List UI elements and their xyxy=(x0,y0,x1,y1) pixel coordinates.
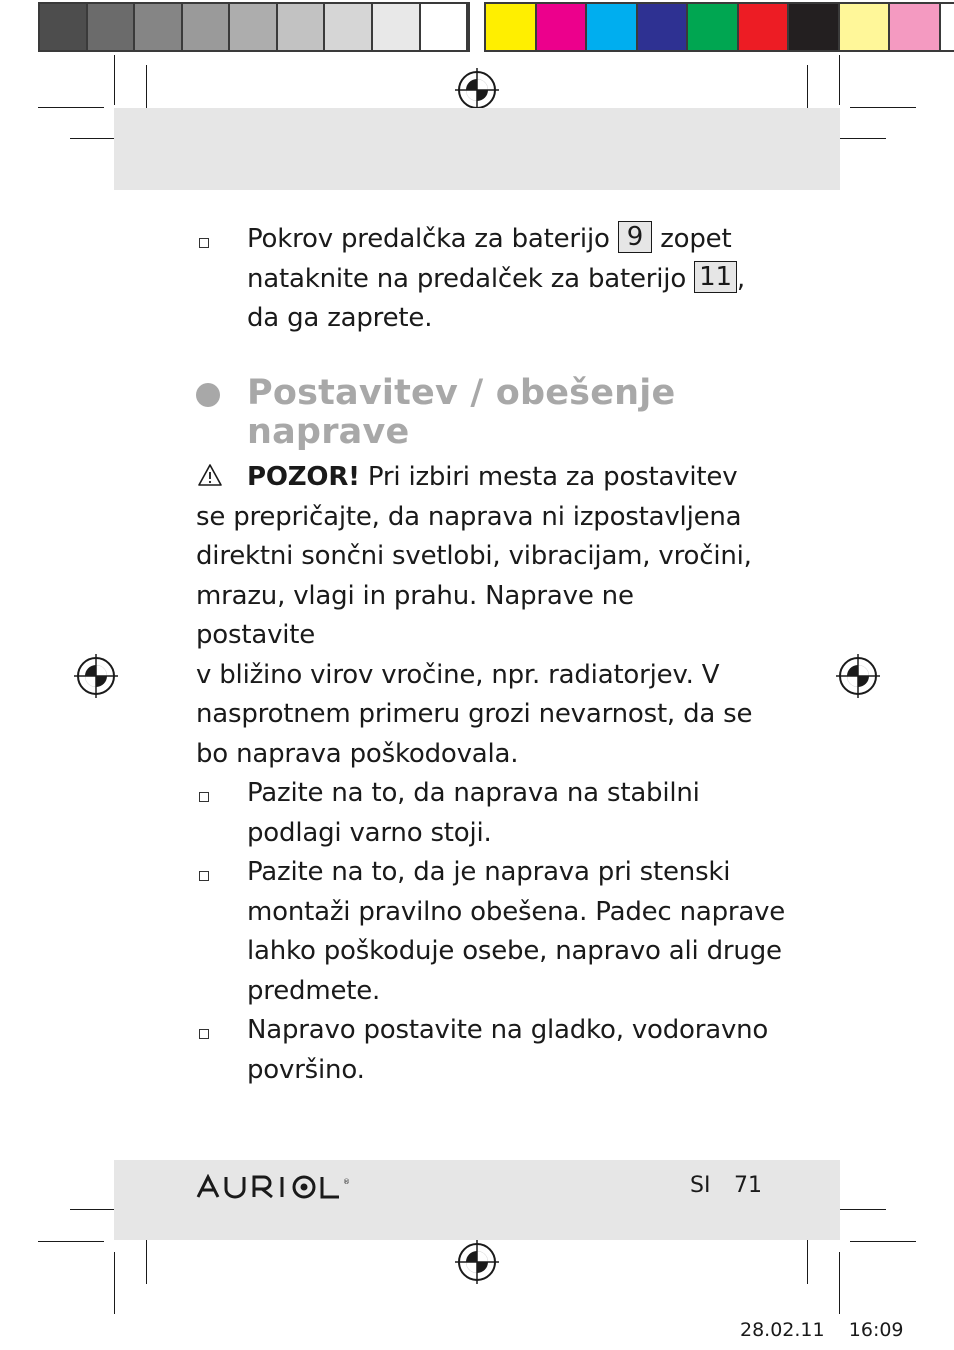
color-swatch xyxy=(840,4,891,50)
color-swatch xyxy=(486,4,537,50)
step-text: lahko poškoduje osebe, napravo ali druge xyxy=(247,936,782,966)
section-title-line: Postavitev / obešenje xyxy=(247,373,676,413)
crop-mark xyxy=(839,55,840,105)
step-flat-surface xyxy=(247,1011,787,1090)
step-text: predmete. xyxy=(247,975,381,1006)
color-control-bar xyxy=(484,2,954,52)
color-swatch xyxy=(537,4,588,50)
reference-number-badge: 11 xyxy=(694,261,737,293)
registration-mark-icon xyxy=(836,654,880,698)
step-text: Pazite na to, da naprava na stabilni xyxy=(247,778,700,808)
step-text: Pokrov predalčka za baterijo xyxy=(247,224,610,254)
warning-text: mrazu, vlagi in prahu. Naprave ne postavite xyxy=(196,580,634,650)
warning-text: Pri izbiri mesta za postavitev xyxy=(359,462,738,492)
color-swatch xyxy=(325,4,373,50)
registration-mark-icon xyxy=(455,1240,499,1284)
step-text: montaži pravilno obešena. Padec naprave xyxy=(247,896,786,927)
grayscale-control-bar xyxy=(38,2,470,52)
crop-mark xyxy=(839,1252,840,1314)
color-swatch xyxy=(230,4,278,50)
registration-mark-icon xyxy=(455,68,499,112)
color-swatch xyxy=(789,4,840,50)
step-stable-surface xyxy=(247,774,787,853)
step-text: zopet xyxy=(660,224,732,254)
color-swatch xyxy=(373,4,421,50)
color-swatch xyxy=(278,4,326,50)
step-text: površino. xyxy=(247,1054,365,1085)
color-swatch xyxy=(40,4,88,50)
color-swatch xyxy=(135,4,183,50)
warning-text: se prepričajte, da naprava ni izpostavljena xyxy=(196,501,742,532)
reference-number-badge: 9 xyxy=(618,221,652,253)
warning-label: POZOR! xyxy=(247,462,360,492)
color-swatch xyxy=(890,4,941,50)
page-number: 71 xyxy=(734,1173,762,1198)
auriol-logo xyxy=(196,1174,356,1200)
crop-mark xyxy=(850,1241,916,1242)
text-line xyxy=(196,458,756,498)
crop-mark xyxy=(114,55,115,105)
step-close-battery-cover xyxy=(247,220,787,339)
warning-text: v bližino virov vročine, npr. radiatorjev. V xyxy=(196,659,720,690)
color-swatch xyxy=(638,4,689,50)
step-text: da ga zaprete. xyxy=(247,303,433,333)
warning-text: bo naprava poškodovala. xyxy=(196,738,519,769)
registration-mark-icon xyxy=(74,654,118,698)
section-title-line: naprave xyxy=(247,412,410,452)
warning-text: direktni sončni svetlobi, vibracijam, vročini, xyxy=(196,541,752,571)
color-swatch xyxy=(739,4,790,50)
print-timestamp: 28.02.11 16:09 xyxy=(740,1319,904,1341)
step-text: Pazite na to, da je naprava pri stenski xyxy=(247,857,731,887)
step-text: nataknite na predalček za baterijo xyxy=(247,263,687,294)
color-swatch xyxy=(183,4,231,50)
color-swatch xyxy=(688,4,739,50)
color-swatch xyxy=(421,4,469,50)
section-title xyxy=(247,374,807,452)
crop-mark xyxy=(850,107,916,108)
checkbox-bullet-icon xyxy=(199,1029,209,1039)
text-line xyxy=(247,220,787,260)
color-swatch xyxy=(587,4,638,50)
text-line xyxy=(247,260,787,300)
checkbox-bullet-icon xyxy=(199,792,209,802)
header-band xyxy=(114,108,840,190)
section-bullet-icon xyxy=(196,383,220,407)
crop-mark xyxy=(38,107,104,108)
step-text: podlagi varno stoji. xyxy=(247,817,492,848)
warning-text: nasprotnem primeru grozi nevarnost, da se xyxy=(196,699,753,729)
checkbox-bullet-icon xyxy=(199,871,209,881)
crop-mark xyxy=(38,1241,104,1242)
step-wall-mounting xyxy=(247,853,787,1011)
color-swatch xyxy=(88,4,136,50)
warning-paragraph xyxy=(196,458,756,774)
checkbox-bullet-icon xyxy=(199,238,209,248)
footer-band xyxy=(114,1160,840,1240)
crop-mark xyxy=(114,1252,115,1314)
step-text: Napravo postavite na gladko, vodoravno xyxy=(247,1015,769,1045)
step-text: , xyxy=(736,263,745,294)
svg-text:®: ® xyxy=(343,1178,350,1186)
footer-language: SI xyxy=(690,1173,711,1198)
